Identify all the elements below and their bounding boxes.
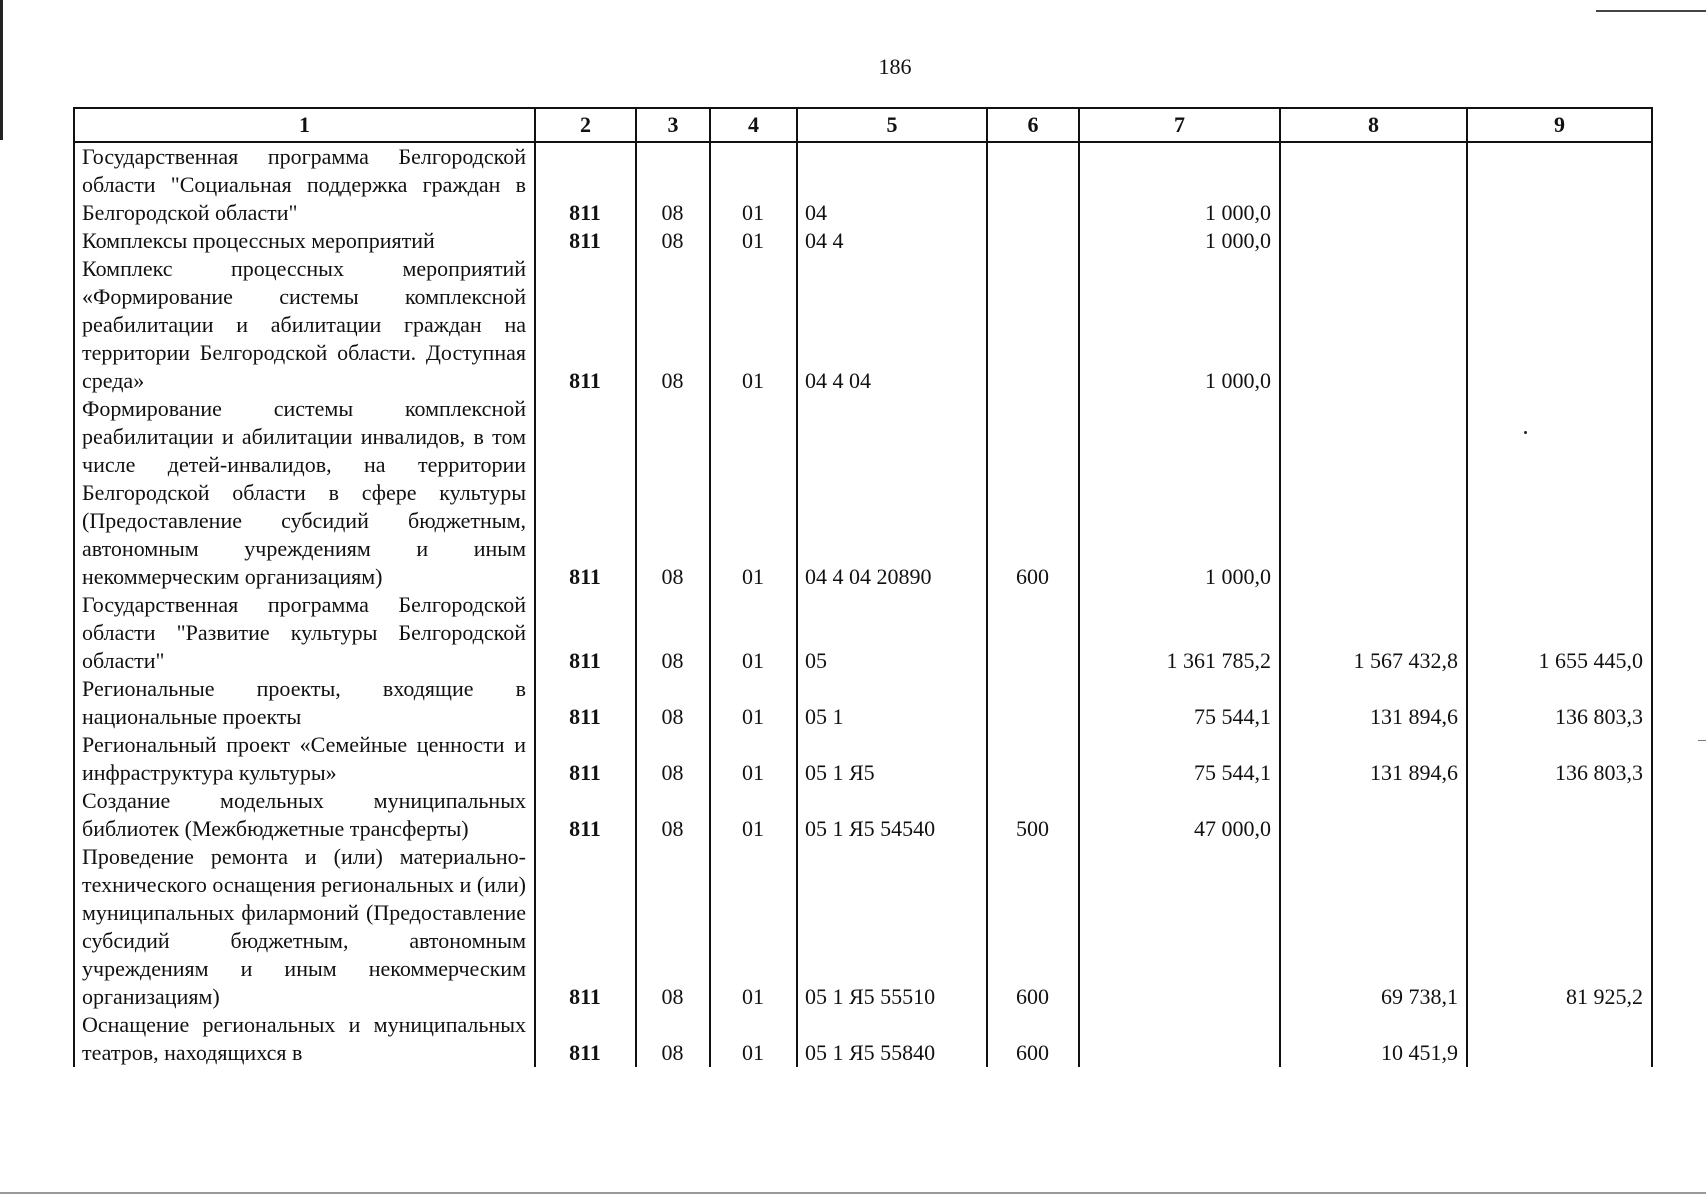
column-header-4: 4 (710, 108, 797, 142)
cell-col-8 (1280, 227, 1467, 255)
cell-col-9 (1467, 142, 1652, 227)
header-row (74, 108, 1652, 142)
cell-col-8: 131 894,6 (1280, 675, 1467, 731)
table-body (74, 142, 1652, 1067)
row-name: Создание модельных муниципальных библиотек (Межбюджетные трансферты) (74, 787, 535, 843)
cell-col-2: 811 (535, 255, 636, 395)
cell-col-8: 69 738,1 (1280, 843, 1467, 1011)
scan-edge-top-right (1596, 10, 1706, 12)
cell-col-8: 1 567 432,8 (1280, 591, 1467, 675)
table-row (74, 395, 1652, 591)
table-row (74, 591, 1652, 675)
cell-col-4: 01 (710, 227, 797, 255)
cell-col-2: 811 (535, 731, 636, 787)
cell-col-5: 05 1 Я5 54540 (797, 787, 987, 843)
cell-col-3: 08 (636, 142, 710, 227)
cell-col-8 (1280, 255, 1467, 395)
cell-col-4: 01 (710, 675, 797, 731)
cell-col-9: 136 803,3 (1467, 675, 1652, 731)
cell-col-4: 01 (710, 731, 797, 787)
cell-col-8 (1280, 142, 1467, 227)
cell-col-3: 08 (636, 395, 710, 591)
cell-col-7: 1 000,0 (1079, 255, 1280, 395)
cell-col-2: 811 (535, 591, 636, 675)
row-name: Комплекс процессных мероприятий «Формирование системы комплексной реабилитации и абилитации граждан на территории Белгородской области. Доступная среда» (74, 255, 535, 395)
cell-col-6: 500 (987, 787, 1079, 843)
cell-col-5: 05 1 (797, 675, 987, 731)
cell-col-4: 01 (710, 395, 797, 591)
cell-col-5: 04 4 04 20890 (797, 395, 987, 591)
table-row (74, 142, 1652, 227)
row-name: Комплексы процессных мероприятий (74, 227, 535, 255)
cell-col-8: 131 894,6 (1280, 731, 1467, 787)
cell-col-9 (1467, 787, 1652, 843)
cell-col-5: 05 1 Я5 55840 (797, 1011, 987, 1067)
cell-col-3: 08 (636, 255, 710, 395)
column-header-5: 5 (797, 108, 987, 142)
budget-table (73, 107, 1653, 1067)
table-row (74, 731, 1652, 787)
column-header-8: 8 (1280, 108, 1467, 142)
column-header-6: 6 (987, 108, 1079, 142)
cell-col-7: 1 000,0 (1079, 227, 1280, 255)
cell-col-6: 600 (987, 1011, 1079, 1067)
cell-col-7: 1 000,0 (1079, 395, 1280, 591)
row-name: Государственная программа Белгородской области "Развитие культуры Белгородской области" (74, 591, 535, 675)
cell-col-7: 75 544,1 (1079, 675, 1280, 731)
cell-col-9 (1467, 227, 1652, 255)
cell-col-5: 04 (797, 142, 987, 227)
row-name: Государственная программа Белгородской области "Социальная поддержка граждан в Белгородской области" (74, 142, 535, 227)
cell-col-7: 47 000,0 (1079, 787, 1280, 843)
column-header-1: 1 (74, 108, 535, 142)
cell-col-7: 1 000,0 (1079, 142, 1280, 227)
table-row (74, 675, 1652, 731)
cell-col-5: 05 1 Я5 55510 (797, 843, 987, 1011)
cell-col-3: 08 (636, 731, 710, 787)
column-header-3: 3 (636, 108, 710, 142)
scan-edge-bottom (0, 1192, 1706, 1194)
cell-col-7: 75 544,1 (1079, 731, 1280, 787)
cell-col-4: 01 (710, 843, 797, 1011)
cell-col-6 (987, 227, 1079, 255)
table-row (74, 1011, 1652, 1067)
table-row (74, 227, 1652, 255)
cell-col-9 (1467, 395, 1652, 591)
row-name: Формирование системы комплексной реабилитации и абилитации инвалидов, в том числе детей-инвалидов, на территории Белгородской области в сфере культуры (Предоставление субсидий бюджетным, автономным учреждениям и иным некоммерческим организациям) (74, 395, 535, 591)
scan-mark-right (1698, 740, 1706, 741)
cell-col-7 (1079, 843, 1280, 1011)
cell-col-9: 136 803,3 (1467, 731, 1652, 787)
cell-col-4: 01 (710, 1011, 797, 1067)
cell-col-5: 04 4 04 (797, 255, 987, 395)
cell-col-3: 08 (636, 227, 710, 255)
column-header-7: 7 (1079, 108, 1280, 142)
cell-col-2: 811 (535, 675, 636, 731)
table-header (74, 108, 1652, 142)
cell-col-3: 08 (636, 787, 710, 843)
cell-col-9 (1467, 1011, 1652, 1067)
row-name: Оснащение региональных и муниципальных театров, находящихся в (74, 1011, 535, 1067)
cell-col-3: 08 (636, 1011, 710, 1067)
cell-col-8: 10 451,9 (1280, 1011, 1467, 1067)
cell-col-2: 811 (535, 787, 636, 843)
cell-col-6 (987, 142, 1079, 227)
cell-col-2: 811 (535, 227, 636, 255)
cell-col-7 (1079, 1011, 1280, 1067)
cell-col-4: 01 (710, 787, 797, 843)
cell-col-4: 01 (710, 142, 797, 227)
cell-col-7: 1 361 785,2 (1079, 591, 1280, 675)
cell-col-5: 05 1 Я5 (797, 731, 987, 787)
cell-col-3: 08 (636, 675, 710, 731)
cell-col-6: 600 (987, 843, 1079, 1011)
cell-col-3: 08 (636, 843, 710, 1011)
row-name: Региональные проекты, входящие в национальные проекты (74, 675, 535, 731)
cell-col-5: 05 (797, 591, 987, 675)
cell-col-2: 811 (535, 843, 636, 1011)
cell-col-6 (987, 591, 1079, 675)
table-row (74, 787, 1652, 843)
cell-col-6 (987, 731, 1079, 787)
cell-col-9: 81 925,2 (1467, 843, 1652, 1011)
cell-col-4: 01 (710, 591, 797, 675)
cell-col-6 (987, 255, 1079, 395)
column-header-2: 2 (535, 108, 636, 142)
cell-col-6 (987, 675, 1079, 731)
table-row (74, 255, 1652, 395)
cell-col-2: 811 (535, 395, 636, 591)
page-number: 186 (878, 54, 912, 79)
cell-col-4: 01 (710, 255, 797, 395)
cell-col-5: 04 4 (797, 227, 987, 255)
row-name: Проведение ремонта и (или) материально-технического оснащения региональных и (или) муниципальных филармоний (Предоставление субсидий бюджетным, автономным учреждениям и иным некоммерческим организациям) (74, 843, 535, 1011)
cell-col-9: 1 655 445,0 (1467, 591, 1652, 675)
cell-col-2: 811 (535, 1011, 636, 1067)
table-row (74, 843, 1652, 1011)
cell-col-6: 600 (987, 395, 1079, 591)
cell-col-8 (1280, 395, 1467, 591)
cell-col-3: 08 (636, 591, 710, 675)
column-header-9: 9 (1467, 108, 1652, 142)
row-name: Региональный проект «Семейные ценности и инфраструктура культуры» (74, 731, 535, 787)
cell-col-8 (1280, 787, 1467, 843)
cell-col-2: 811 (535, 142, 636, 227)
cell-col-9 (1467, 255, 1652, 395)
